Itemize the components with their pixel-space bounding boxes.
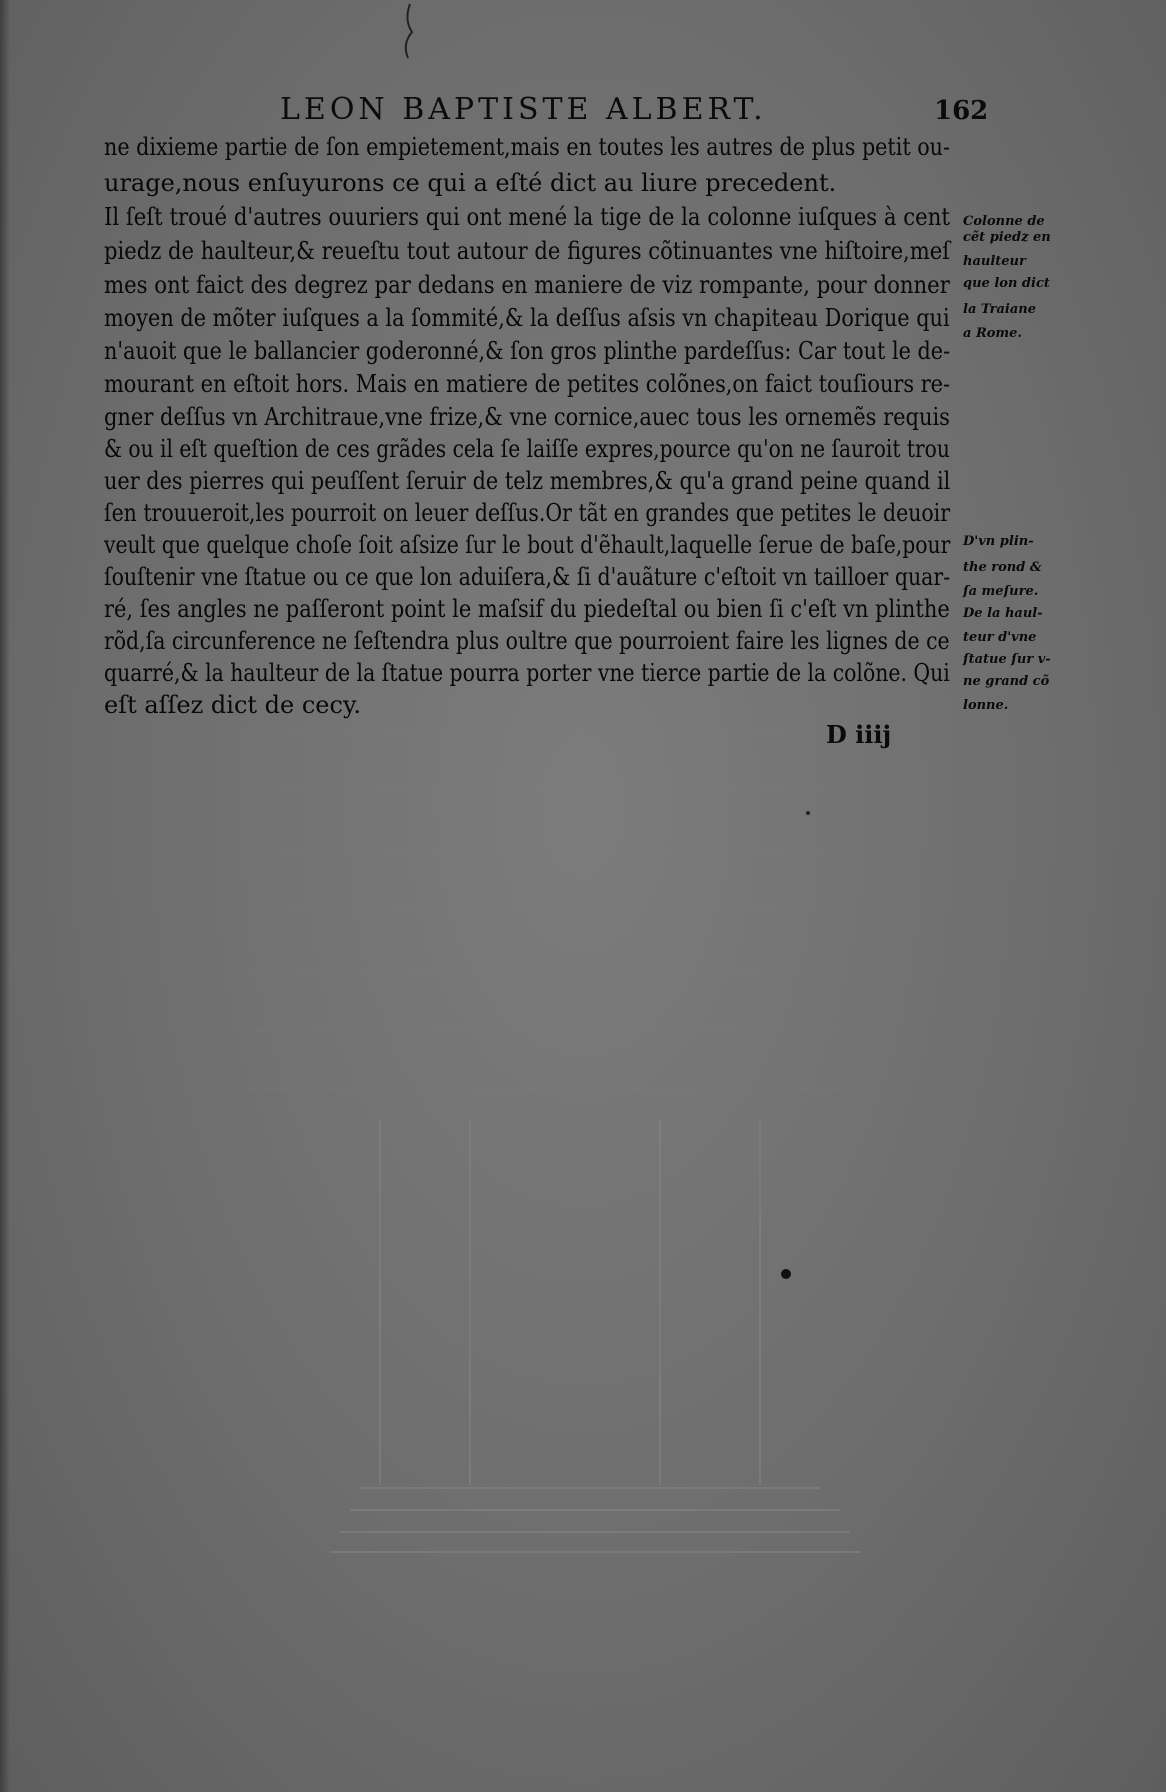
text-line: ré, ſes angles ne paſſeront point le maſsif du piedeſtal ou bien ſi c'eſt vn plinthe [104,595,950,623]
running-head: LEON BAPTISTE ALBERT. [280,92,767,127]
margin-note: ne grand cõ [963,674,1050,689]
margin-note: ſa meſure. [963,584,1039,599]
ink-speck [806,811,810,815]
text-line: piedz de haulteur,& reueſtu tout autour de figures cõtinuantes vne hiſtoire,meſ [104,237,951,265]
margin-note: D'vn plin- [963,534,1034,549]
margin-note: a Rome. [963,326,1022,341]
text-line: moyen de mõter iuſques a la ſommité,& la deſſus aſsis vn chapiteau Dorique qui [104,304,950,332]
margin-note: la Traiane [963,302,1036,317]
margin-note: ſtatue ſur v- [963,652,1051,667]
text-line: ne dixieme partie de ſon empietement,mais en toutes les autres de plus petit ou- [104,133,950,161]
text-line: gner deſſus vn Architraue,vne frize,& vne cornice,auec tous les ornemẽs requis [104,403,950,431]
margin-note: De la haul- [963,606,1043,621]
margin-note: Colonne de [963,214,1045,229]
signature-mark: D iiij [826,720,892,749]
margin-note: the rond & [963,560,1042,575]
text-line: mourant en eſtoit hors. Mais en matiere de petites colõnes,on faict touſiours re- [104,370,951,398]
text-line: ſen trouueroit,les pourroit on leuer deſſus.Or tãt en grandes que petites le deuoir [104,499,950,527]
text-line: veult que quelque choſe ſoit aſsize ſur le bout d'ẽhault,laquelle ſerue de baſe,pour [104,531,951,559]
text-line: Il ſeſt troué d'autres ouuriers qui ont mené la tige de la colonne iuſques à cent [104,203,950,231]
text-line: quarré,& la haulteur de la ſtatue pourra porter vne tierce partie de la colõne. Qui [104,659,950,687]
margin-note: teur d'vne [963,630,1037,645]
text-line: eſt aſſez dict de cecy. [104,691,361,719]
margin-note: que lon dict [963,276,1050,291]
text-line: mes ont faict des degrez par dedans en maniere de viz rompante, pour donner [104,271,950,299]
text-line: n'auoit que le ballancier goderonné,& ſon gros plinthe pardeſſus: Car tout le de- [104,337,951,365]
pen-mark [406,4,412,58]
margin-note: lonne. [963,698,1009,713]
page-number: 162 [934,96,989,126]
text-line: & ou il eſt queſtion de ces grãdes cela ſe laiſſe expres,pource qu'on ne ſauroit trou [104,435,950,463]
ink-dot [781,1269,791,1279]
text-line: urage,nous enſuyurons ce qui a eſté dict au liure precedent. [104,169,837,197]
text-line: uer des pierres qui peuſſent ſeruir de telz membres,& qu'a grand peine quand il [104,467,951,495]
margin-note: cẽt piedz en [963,230,1051,245]
text-line: rõd,ſa circunference ne ſeſtendra plus oultre que pourroient faire les lignes de ce [104,627,950,655]
margin-note: haulteur [963,254,1026,269]
text-line: ſouſtenir vne ſtatue ou ce que lon aduiſera,& ſi d'auãture c'eſtoit vn tailloer quar- [104,563,951,591]
